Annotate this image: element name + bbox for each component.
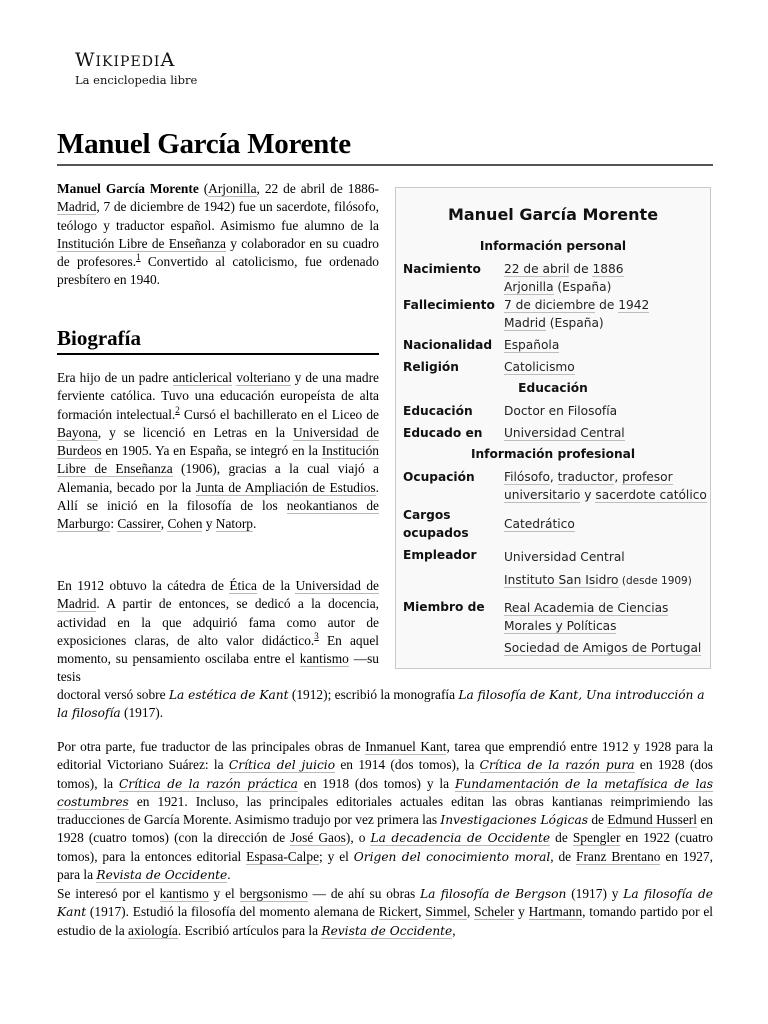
link-universidad-central[interactable]: Universidad Central	[504, 426, 625, 440]
work-origen-conocimiento-moral: Origen del conocimiento moral	[353, 849, 551, 864]
link-kantismo[interactable]: kantismo	[299, 651, 349, 667]
infobox-label-ocupacion: Ocupación	[403, 470, 475, 484]
infobox-section-educacion: Educación	[518, 381, 588, 395]
infobox-value-educacion: Doctor en Filosofía	[504, 404, 618, 418]
infobox-value-empleador-2	[504, 572, 709, 591]
link-birth-date[interactable]: 22 de abril	[504, 262, 570, 276]
link-nacionalidad[interactable]: Española	[504, 338, 560, 352]
link-franz-brentano[interactable]: Franz Brentano	[576, 848, 661, 864]
link-hartmann[interactable]: Hartmann	[528, 904, 583, 920]
link-death-place[interactable]: Madrid	[504, 315, 546, 330]
link-revista-occidente[interactable]: Revista de Occidente	[96, 868, 228, 883]
bio-paragraph-2-continued: doctoral versó sobre La estética de Kant (1912); escribió la monografía La filosofía de Kant, Una introducción a la filosofía (1917).	[57, 687, 705, 721]
link-volteriano[interactable]: volteriano	[236, 370, 291, 385]
infobox-value-empleador-1: Universidad Central	[504, 550, 625, 564]
work-filosofia-de-kant: La filosofía de Kant, Una introducción a la filosofía	[57, 688, 705, 721]
link-institucion-libre-2[interactable]: Institución Libre de Enseñanza	[57, 443, 379, 477]
work-filosofia-de-bergson: La filosofía de Bergson	[420, 887, 567, 901]
link-bergsonismo[interactable]: bergsonismo	[239, 886, 308, 901]
link-cassirer[interactable]: Cassirer	[117, 516, 161, 532]
infobox-label-nacionalidad: Nacionalidad	[403, 338, 493, 352]
link-catedratico[interactable]: Catedrático	[504, 517, 575, 531]
wikipedia-tagline: La enciclopedia libre	[75, 73, 198, 87]
link-religion[interactable]: Catolicismo	[504, 360, 575, 374]
link-traductor[interactable]: traductor	[557, 470, 615, 484]
link-real-academia[interactable]: Real Academia de Ciencias Morales y Políticas	[504, 601, 669, 633]
infobox-label-educacion: Educación	[403, 404, 473, 418]
reference-2[interactable]: 2	[175, 404, 180, 415]
infobox-label-educado-en: Educado en	[403, 426, 483, 440]
work-investigaciones-logicas: Investigaciones Lógicas	[440, 813, 588, 828]
link-natorp[interactable]: Natorp	[215, 516, 253, 532]
work-filosofia-de-kant-2: La filosofía de Kant	[57, 887, 713, 920]
infobox-value-ocupacion: Filósofo, traductor, profesor universitario y sacerdote católico	[504, 470, 707, 502]
link-madrid[interactable]: Madrid	[57, 199, 97, 215]
link-espasa-calpe[interactable]: Espasa-Calpe	[246, 848, 320, 864]
bio-paragraph-2: En 1912 obtuvo la cátedra de Ética de la Universidad de Madrid. A partir de entonces, se dedicó a la docencia, actividad en la que adquirió fama como autor de exposiciones claras, de alto valor didáctico.$^3$ En aquel momento, su pensamiento oscilaba entre el kantismo —su tesis	[57, 578, 379, 685]
infobox-value-religion	[504, 359, 709, 377]
infobox-value-nacionalidad	[504, 337, 709, 355]
link-cohen[interactable]: Cohen	[167, 516, 203, 532]
link-death-year[interactable]: 1942	[618, 298, 650, 312]
bio-paragraph-4: Se interesó por el kantismo y el bergsonismo — de ahí su obras La filosofía de Bergson (1917) y La filosofía de Kant (1917). Estudió la filosofía del momento alemana de Rickert, Simmel, Scheler y Hartmann, tomando partido por el estudio de la axiología. Escribió artículos para la Revista de Occidente,	[57, 886, 713, 938]
wordmark-w: W	[75, 49, 96, 71]
link-neokantianos[interactable]: neokantianos de Marburgo	[57, 498, 379, 532]
link-institucion-libre[interactable]: Institución Libre de Enseñanza	[57, 235, 226, 251]
wikipedia-logo[interactable]	[75, 50, 197, 87]
link-birth-year[interactable]: 1886	[592, 262, 624, 276]
wordmark-a: A	[160, 49, 176, 71]
wikipedia-wordmark	[75, 50, 197, 72]
link-scheler[interactable]: Scheler	[474, 904, 515, 920]
link-jose-gaos[interactable]: José Gaos	[290, 830, 346, 846]
infobox-label-religion: Religión	[403, 360, 459, 374]
infobox-value-educado-en	[504, 425, 709, 443]
link-critica-juicio[interactable]: Crítica del juicio	[228, 758, 336, 773]
infobox-section-profesional: Información profesional	[470, 447, 636, 461]
link-bayona[interactable]: Bayona	[57, 424, 98, 440]
link-birth-place[interactable]: Arjonilla	[504, 279, 554, 294]
infobox-value-cargos	[504, 516, 709, 534]
link-revista-occidente-2[interactable]: Revista de Occidente	[321, 923, 453, 938]
link-filosofo[interactable]: Filósofo	[504, 470, 550, 484]
link-universidad-madrid[interactable]: Universidad de Madrid	[57, 578, 379, 612]
infobox-value-nacimiento: 22 de abril de 1886 Arjonilla (España)	[504, 262, 624, 294]
link-death-date[interactable]: 7 de diciembre	[504, 298, 596, 312]
infobox-label-miembro: Miembro de	[403, 600, 485, 614]
reference-1[interactable]: 1	[136, 252, 141, 263]
bio-paragraph-3: Por otra parte, fue traductor de las principales obras de Inmanuel Kant, tarea que emprendió entre 1912 y 1928 para la editorial Victoriano Suárez: la Crítica del juicio en 1914 (dos tomos), la Crítica de la razón pura en 1928 (dos tomos), la Crítica de la razón práctica en 1918 (dos tomos) y la Fundamentación de la metafísica de las costumbres en 1921. Incluso, las principales editoriales actuales editan las obras kantianas reimprimiendo las traducciones de García Morente. Asimismo tradujo por vez primera las Investigaciones Lógicas de Edmund Husserl en 1928 (cuatro tomos) (con la dirección de José Gaos), o La decadencia de Occidente de Spengler en 1922 (cuatro tomos), para la entonces editorial Espasa-Calpe; y el Origen del conocimiento moral, de Franz Brentano en 1927, para la Revista de Occidente.	[57, 739, 714, 883]
infobox-label-empleador: Empleador	[403, 548, 477, 562]
link-etica[interactable]: Ética	[229, 578, 257, 593]
section-heading-biografia: Biografía	[57, 324, 379, 355]
infobox	[395, 187, 711, 669]
link-universidad-burdeos[interactable]: Universidad de Burdeos	[57, 424, 379, 459]
link-profesor-universitario[interactable]: profesor universitario	[504, 470, 673, 502]
page-title: Manuel García Morente	[57, 126, 713, 166]
link-sacerdote-catolico[interactable]: sacerdote católico	[595, 487, 707, 502]
subject-name: Manuel García Morente	[57, 181, 199, 196]
link-junta-ampliacion[interactable]: Junta de Ampliación de Estudios	[195, 479, 376, 495]
reference-3[interactable]: 3	[314, 630, 319, 641]
empleador-note: (desde 1909)	[618, 575, 692, 587]
link-axiologia[interactable]: axiología	[128, 922, 178, 938]
link-critica-razon-pura[interactable]: Crítica de la razón pura	[479, 758, 635, 773]
infobox-title: Manuel García Morente	[447, 205, 659, 224]
link-rickert[interactable]: Rickert	[378, 904, 419, 920]
link-inmanuel-kant[interactable]: Inmanuel Kant	[365, 739, 447, 754]
link-fundamentacion[interactable]: Fundamentación de la metafísica de las costumbres	[57, 776, 714, 809]
infobox-label-fallecimiento: Fallecimiento	[403, 298, 495, 312]
intro-paragraph: Manuel García Morente (Arjonilla, 22 de abril de 1886-Madrid, 7 de diciembre de 1942) fue un sacerdote, filósofo, teólogo y traductor español. Asimismo fue alumno de la Institución Libre de Enseñanza y colaborador en su cuadro de profesores.$^1$ Convertido al catolicismo, fue ordenado presbítero en 1940.	[57, 181, 379, 288]
link-instituto-san-isidro[interactable]: Instituto San Isidro	[504, 573, 619, 587]
link-arjonilla[interactable]: Arjonilla	[208, 181, 257, 196]
bio-paragraph-1: Era hijo de un padre anticlerical volteriano y de una madre ferviente católica. Tuvo una educación europeísta de alta formación intelectual.$^2$ Cursó el bachillerato en el Liceo de Bayona, y se licenció en Letras en la Universidad de Burdeos en 1905. Ya en España, se integró en la Institución Libre de Enseñanza (1906), gracias a la cual viajó a Alemania, becado por la Junta de Ampliación de Estudios. Allí se inició en la filosofía de los neokantianos de Marburgo: Cassirer, Cohen y Natorp.	[57, 370, 379, 532]
link-sociedad-amigos-portugal[interactable]: Sociedad de Amigos de Portugal	[504, 641, 702, 655]
link-husserl[interactable]: Edmund Husserl	[607, 812, 697, 828]
infobox-section-personal: Información personal	[479, 239, 627, 253]
infobox-value-miembro-1	[504, 600, 684, 635]
infobox-label-nacimiento: Nacimiento	[403, 262, 481, 276]
infobox-label-cargos: Cargos ocupados	[403, 508, 469, 540]
link-kantismo-2[interactable]: kantismo	[159, 886, 209, 901]
infobox-value-miembro-2	[504, 640, 709, 658]
link-simmel[interactable]: Simmel	[425, 904, 467, 920]
link-decadencia-occidente[interactable]: La decadencia de Occidente	[370, 831, 551, 846]
link-spengler[interactable]: Spengler	[572, 830, 621, 846]
infobox-value-fallecimiento: 7 de diciembre de 1942 Madrid (España)	[504, 298, 650, 330]
work-estetica-de-kant: La estética de Kant	[168, 688, 289, 702]
link-critica-razon-practica[interactable]: Crítica de la razón práctica	[118, 776, 298, 791]
wordmark-rest: IKIPEDI	[95, 54, 161, 70]
link-anticlerical[interactable]: anticlerical	[172, 370, 233, 385]
